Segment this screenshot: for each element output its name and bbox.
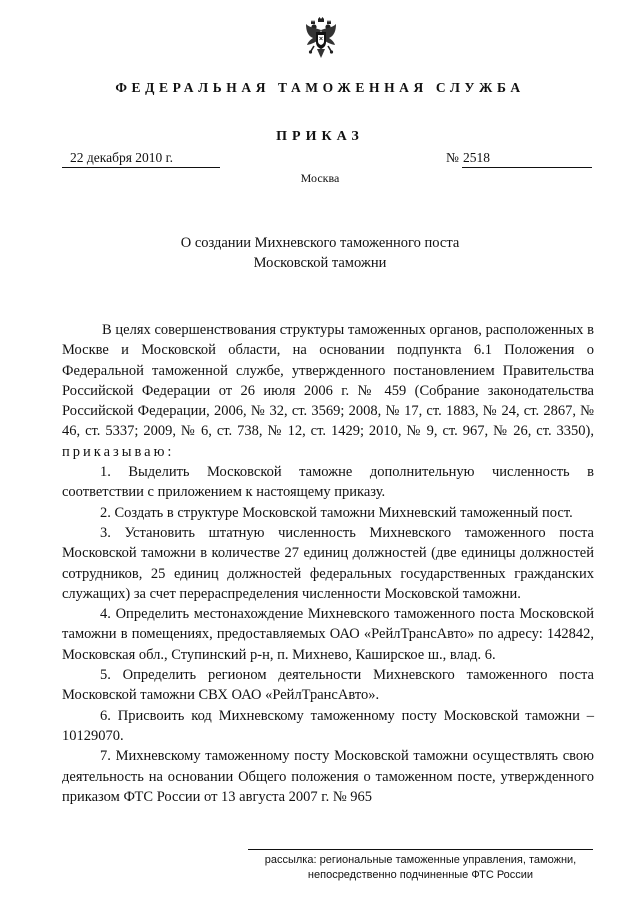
order-word: приказываю: bbox=[62, 443, 175, 460]
mailing-list bbox=[248, 853, 593, 883]
mailing-line-2: непосредственно подчиненные ФТС России bbox=[307, 869, 534, 881]
document-title bbox=[0, 233, 640, 273]
date-underline bbox=[62, 167, 220, 168]
order-number-sign: № bbox=[446, 150, 459, 165]
document-body bbox=[62, 320, 594, 807]
footer-divider bbox=[248, 849, 593, 850]
order-date: 22 декабря 2010 г. bbox=[70, 150, 174, 165]
order-item-3: 3. Установить штатную численность Михневского таможенного поста Московской таможни в количестве 27 единиц должностей (две единицы должностей сотрудников, 25 единиц должностей федеральных государственных гражданских служащих) за счет перераспределения численности Московской таможни. bbox=[62, 524, 594, 602]
title-line-1: О создании Михневского таможенного поста bbox=[180, 235, 460, 251]
order-item-4: 4. Определить местонахождение Михневского таможенного поста Московской таможни в помещениях, предоставляемых ОАО «РейлТрансАвто» по адресу: 142842, Московская обл., Ступинский р-н, п. Михнево, Каширское ш., влад. 6. bbox=[62, 606, 594, 663]
title-line-2: Московской таможни bbox=[253, 255, 387, 271]
order-item-6: 6. Присвоить код Михневскому таможенному посту Московской таможни – 10129070. bbox=[62, 707, 594, 744]
city: Москва bbox=[300, 171, 340, 185]
document-type: ПРИКАЗ bbox=[276, 129, 364, 144]
organization-name: ФЕДЕРАЛЬНАЯ ТАМОЖЕННАЯ СЛУЖБА bbox=[115, 80, 525, 95]
order-item-2: 2. Создать в структуре Московской таможни Михневский таможенный пост. bbox=[100, 504, 573, 521]
order-item-7: 7. Михневскому таможенному посту Московской таможни осуществлять свою деятельность на основании Общего положения о таможенном посте, утвержденного приказом ФТС России от 13 августа 2007 г. № 965 bbox=[62, 748, 594, 805]
order-number: 2518 bbox=[463, 150, 490, 165]
russian-coat-of-arms-icon bbox=[304, 16, 338, 60]
preamble-paragraph bbox=[62, 320, 594, 462]
preamble-text: В целях совершенствования структуры таможенных органов, расположенных в Москве и Московской области, на основании подпункта 6.1 Положения о Федеральной таможенной службе, утвержденного постановлением Правительства Российской Федерации от 26 июля 2006 г. № 459 (Собрание законодательства Российской Федерации, 2006, № 32, ст. 3569; 2008, № 17, ст. 1883, № 24, ст. 2867, № 46, ст. 5337; 2009, № 6, ст. 738, № 12, ст. 1429; 2010, № 9, ст. 967, № 26, ст. 3350), bbox=[62, 322, 594, 440]
number-underline bbox=[462, 167, 592, 168]
order-item-5: 5. Определить регионом деятельности Михневского таможенного поста Московской таможни СВХ ОАО «РейлТрансАвто». bbox=[62, 667, 594, 704]
mailing-line-1: рассылка: региональные таможенные управления, таможни, bbox=[264, 854, 577, 866]
order-item-1: 1. Выделить Московской таможне дополнительную численность в соответствии с приложением к настоящему приказу. bbox=[62, 464, 594, 501]
